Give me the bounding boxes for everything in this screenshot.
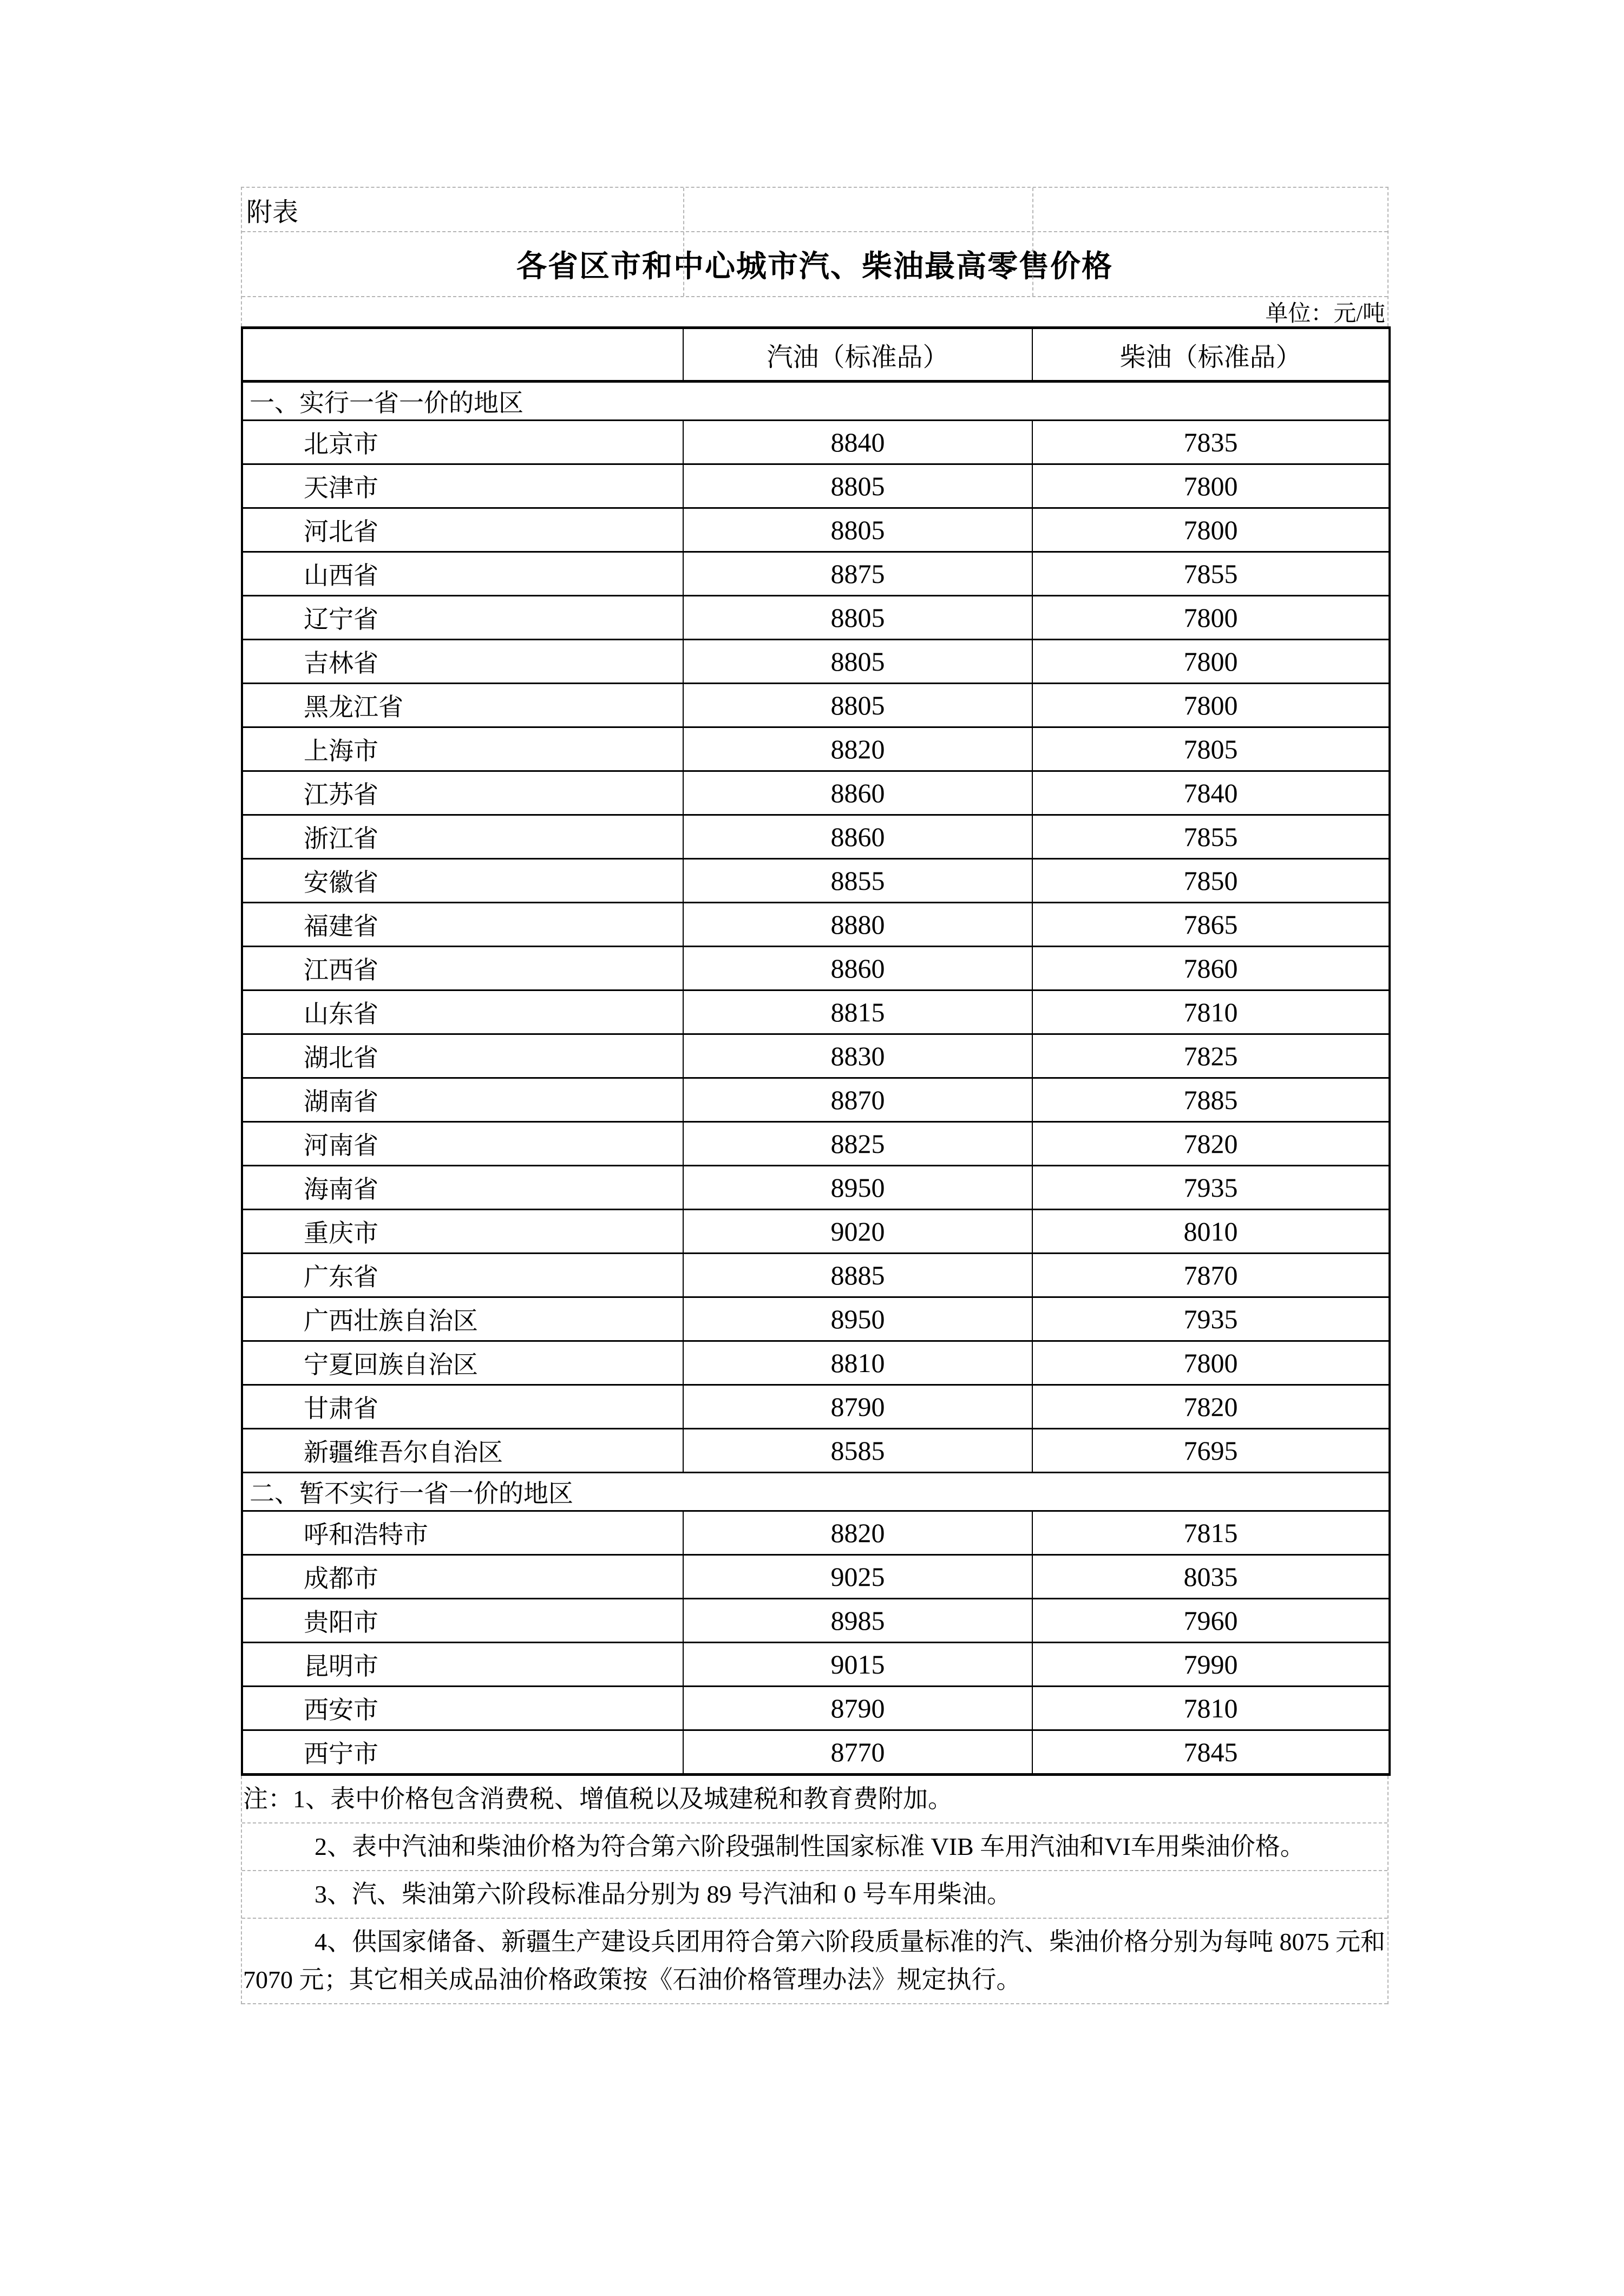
diesel-price: 7800: [1032, 640, 1390, 684]
region-name: 上海市: [242, 727, 683, 771]
table-row: [242, 1297, 1390, 1341]
region-name: 福建省: [242, 903, 683, 947]
region-name: 安徽省: [242, 859, 683, 903]
notes-block: [241, 1776, 1389, 2004]
diesel-price: 7825: [1032, 1034, 1390, 1078]
table-top-block: [241, 187, 1389, 326]
section-header: 一、实行一省一价的地区: [242, 382, 1390, 421]
gasoline-price: 8790: [683, 1385, 1032, 1429]
table-row: [242, 1687, 1390, 1730]
gasoline-price: 8875: [683, 552, 1032, 596]
gasoline-price: 8950: [683, 1166, 1032, 1210]
region-name: 辽宁省: [242, 596, 683, 640]
diesel-price: 7800: [1032, 684, 1390, 727]
price-table: [241, 326, 1391, 1776]
section-header-row: [242, 1473, 1390, 1511]
region-name: 贵阳市: [242, 1599, 683, 1643]
gasoline-price: 8830: [683, 1034, 1032, 1078]
diesel-price: 7800: [1032, 464, 1390, 508]
gasoline-price: 8840: [683, 421, 1032, 464]
table-row: [242, 1034, 1390, 1078]
diesel-price: 7815: [1032, 1511, 1390, 1555]
region-name: 海南省: [242, 1166, 683, 1210]
table-row: [242, 1429, 1390, 1473]
table-row: [242, 684, 1390, 727]
diesel-price: 7855: [1032, 552, 1390, 596]
gasoline-price: 8810: [683, 1341, 1032, 1385]
region-name: 成都市: [242, 1555, 683, 1599]
gasoline-price: 8805: [683, 464, 1032, 508]
diesel-price: 7870: [1032, 1254, 1390, 1297]
diesel-price: 7860: [1032, 947, 1390, 990]
region-name: 江苏省: [242, 771, 683, 815]
table-row: [242, 596, 1390, 640]
diesel-price: 7820: [1032, 1385, 1390, 1429]
table-row: [242, 1511, 1390, 1555]
region-name: 广东省: [242, 1254, 683, 1297]
gasoline-price: 8790: [683, 1687, 1032, 1730]
table-row: [242, 1078, 1390, 1122]
diesel-price: 7800: [1032, 596, 1390, 640]
price-table-body: [242, 328, 1390, 1775]
region-name: 呼和浩特市: [242, 1511, 683, 1555]
diesel-price: 7850: [1032, 859, 1390, 903]
title-row: [242, 232, 1387, 297]
diesel-price: 7865: [1032, 903, 1390, 947]
region-name: 西安市: [242, 1687, 683, 1730]
note-4: 4、供国家储备、新疆生产建设兵团用符合第六阶段质量标准的汽、柴油价格分别为每吨 8075 元和 7070 元；其它相关成品油价格政策按《石油价格管理办法》规定执行。: [242, 1919, 1387, 2004]
table-header-row: [242, 328, 1390, 382]
table-row: [242, 1166, 1390, 1210]
gasoline-column-header: 汽油（标准品）: [683, 328, 1032, 382]
table-row: [242, 1385, 1390, 1429]
region-name: 天津市: [242, 464, 683, 508]
region-name: 山西省: [242, 552, 683, 596]
gasoline-price: 9015: [683, 1643, 1032, 1687]
gasoline-price: 8950: [683, 1297, 1032, 1341]
note-3: 3、汽、柴油第六阶段标准品分别为 89 号汽油和 0 号车用柴油。: [242, 1871, 1387, 1919]
diesel-price: 7935: [1032, 1166, 1390, 1210]
table-row: [242, 859, 1390, 903]
diesel-price: 7805: [1032, 727, 1390, 771]
table-row: [242, 815, 1390, 859]
region-column-header: [242, 328, 683, 382]
table-row: [242, 727, 1390, 771]
table-row: [242, 421, 1390, 464]
unit-label: 单位：元/吨: [1265, 301, 1385, 326]
table-row: [242, 1122, 1390, 1166]
table-row: [242, 464, 1390, 508]
diesel-price: 8035: [1032, 1555, 1390, 1599]
table-row: [242, 1254, 1390, 1297]
gasoline-price: 8860: [683, 815, 1032, 859]
table-row: [242, 1341, 1390, 1385]
table-row: [242, 1730, 1390, 1775]
section-header: 二、暂不实行一省一价的地区: [242, 1473, 1390, 1511]
region-name: 江西省: [242, 947, 683, 990]
diesel-column-header: 柴油（标准品）: [1032, 328, 1390, 382]
region-name: 浙江省: [242, 815, 683, 859]
dashed-column-divider: [1032, 188, 1033, 296]
gasoline-price: 8585: [683, 1429, 1032, 1473]
gasoline-price: 8870: [683, 1078, 1032, 1122]
table-row: [242, 640, 1390, 684]
region-name: 河北省: [242, 508, 683, 552]
table-row: [242, 990, 1390, 1034]
table-row: [242, 1210, 1390, 1254]
region-name: 宁夏回族自治区: [242, 1341, 683, 1385]
diesel-price: 7855: [1032, 815, 1390, 859]
diesel-price: 7885: [1032, 1078, 1390, 1122]
page-title: 各省区市和中心城市汽、柴油最高零售价格: [516, 250, 1113, 284]
diesel-price: 7935: [1032, 1297, 1390, 1341]
annex-label: 附表: [246, 198, 299, 227]
region-name: 昆明市: [242, 1643, 683, 1687]
gasoline-price: 8860: [683, 947, 1032, 990]
gasoline-price: 8855: [683, 859, 1032, 903]
region-name: 甘肃省: [242, 1385, 683, 1429]
gasoline-price: 8820: [683, 1511, 1032, 1555]
gasoline-price: 8885: [683, 1254, 1032, 1297]
document-content: [241, 187, 1389, 2004]
region-name: 黑龙江省: [242, 684, 683, 727]
diesel-price: 8010: [1032, 1210, 1390, 1254]
region-name: 湖南省: [242, 1078, 683, 1122]
region-name: 北京市: [242, 421, 683, 464]
region-name: 广西壮族自治区: [242, 1297, 683, 1341]
gasoline-price: 8815: [683, 990, 1032, 1034]
diesel-price: 7840: [1032, 771, 1390, 815]
region-name: 吉林省: [242, 640, 683, 684]
region-name: 西宁市: [242, 1730, 683, 1775]
diesel-price: 7800: [1032, 1341, 1390, 1385]
gasoline-price: 9020: [683, 1210, 1032, 1254]
gasoline-price: 8805: [683, 596, 1032, 640]
gasoline-price: 9025: [683, 1555, 1032, 1599]
gasoline-price: 8985: [683, 1599, 1032, 1643]
gasoline-price: 8805: [683, 640, 1032, 684]
table-row: [242, 771, 1390, 815]
table-row: [242, 552, 1390, 596]
dashed-column-divider: [683, 188, 684, 296]
gasoline-price: 8805: [683, 684, 1032, 727]
region-name: 河南省: [242, 1122, 683, 1166]
gasoline-price: 8880: [683, 903, 1032, 947]
gasoline-price: 8820: [683, 727, 1032, 771]
gasoline-price: 8805: [683, 508, 1032, 552]
note-2: 2、表中汽油和柴油价格为符合第六阶段强制性国家标准 VIB 车用汽油和VI车用柴油价格。: [242, 1823, 1387, 1871]
diesel-price: 7800: [1032, 508, 1390, 552]
diesel-price: 7845: [1032, 1730, 1390, 1775]
table-row: [242, 1643, 1390, 1687]
diesel-price: 7960: [1032, 1599, 1390, 1643]
diesel-price: 7820: [1032, 1122, 1390, 1166]
diesel-price: 7810: [1032, 1687, 1390, 1730]
gasoline-price: 8770: [683, 1730, 1032, 1775]
table-row: [242, 1555, 1390, 1599]
unit-row: [242, 297, 1387, 326]
gasoline-price: 8860: [683, 771, 1032, 815]
note-1: 注：1、表中价格包含消费税、增值税以及城建税和教育费附加。: [242, 1776, 1387, 1823]
region-name: 重庆市: [242, 1210, 683, 1254]
region-name: 山东省: [242, 990, 683, 1034]
diesel-price: 7695: [1032, 1429, 1390, 1473]
table-row: [242, 947, 1390, 990]
region-name: 湖北省: [242, 1034, 683, 1078]
section-header-row: [242, 382, 1390, 421]
region-name: 新疆维吾尔自治区: [242, 1429, 683, 1473]
gasoline-price: 8825: [683, 1122, 1032, 1166]
diesel-price: 7810: [1032, 990, 1390, 1034]
table-row: [242, 1599, 1390, 1643]
annex-row: [242, 188, 1387, 232]
table-row: [242, 508, 1390, 552]
table-row: [242, 903, 1390, 947]
diesel-price: 7990: [1032, 1643, 1390, 1687]
diesel-price: 7835: [1032, 421, 1390, 464]
